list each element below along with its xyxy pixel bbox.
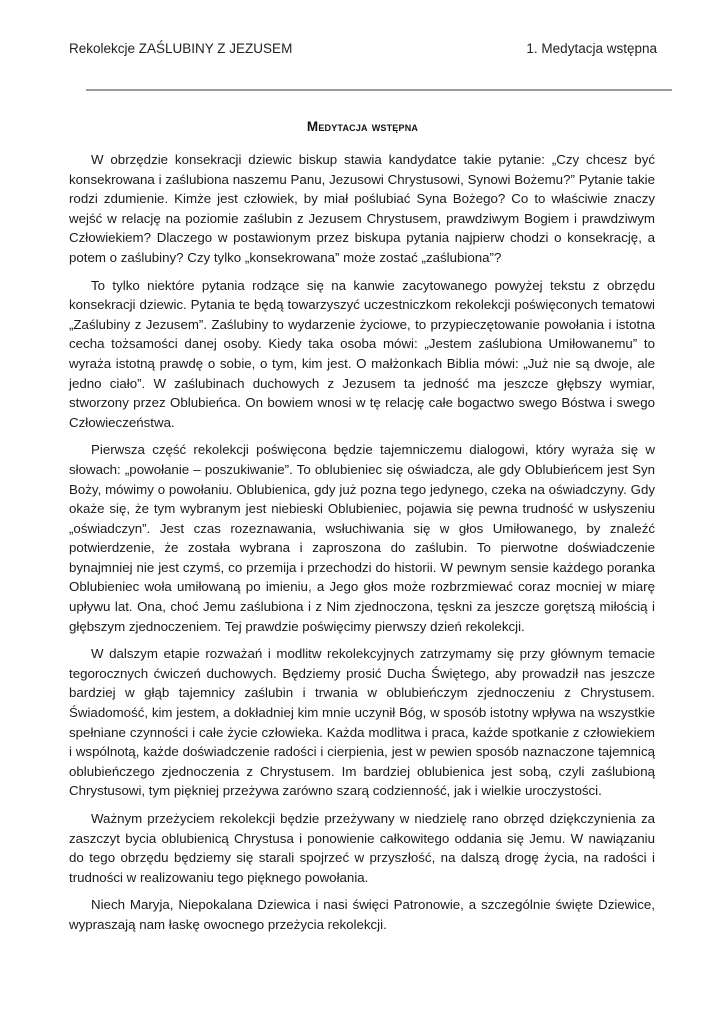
header-left-title: Rekolekcje ZAŚLUBINY Z JEZUSEM — [69, 41, 293, 56]
section-title: Medytacja wstępna — [306, 119, 419, 134]
paragraph-4: W dalszym etapie rozważań i modlitw rekolekcyjnych zatrzymamy się przy głównym temacie tegorocznych ćwiczeń duchowych. Będziemy prosić Ducha Świętego, aby prowadził nas jeszcze bardziej w głąb tajemnicy zaślubin i trwania w oblubieńczym zjednoczeniu z Chrystusem. Świadomość, kim jestem, a dokładniej kim mnie uczynił Bóg, w sposób istotny wpływa na wszystkie spełniane czynności i całe życie człowieka. Każda modlitwa i praca, każde spotkanie z człowiekiem i wspólnotą, każde doświadczenie radości i cierpienia, jest w pewien sposób naznaczone tajemnicą oblubieńczego zjednoczenia z Chrystusem. Im bardziej oblubienica jest sobą, czyli zaślubioną Chrystusowi, tym piękniej przeżywa zarówno szarą codzienność, jak i wielkie uroczystości. — [69, 646, 655, 799]
page-header — [69, 41, 657, 63]
header-divider — [86, 89, 672, 91]
header-right-section: 1. Medytacja wstępna — [526, 41, 657, 56]
paragraph-3: Pierwsza część rekolekcji poświęcona będzie tajemniczemu dialogowi, który wyraża się w słowach: „powołanie – poszukiwanie”. To oblubieniec się oświadcza, ale gdy Oblubieńcem jest Syn Boży, mówimy o powołaniu. Oblubienica, gdy już pozna tego jedynego, czeka na oświadczyny. Gdy okaże się, że tym wybranym jest niebieski Oblubieniec, pojawia się pewna trudność w usłyszeniu „oświadczyn”. Jest czas rozeznawania, wsłuchiwania się w głos Umiłowanego, by znaleźć potwierdzenie, że została wybrana i zaproszona do zaślubin. To pierwotne doświadczenie bynajmniej nie jest czymś, co przemija i przechodzi do historii. W pewnym sensie każdego poranka Oblubieniec woła umiłowaną po imieniu, a Jego głos może rozbrzmiewać coraz mocniej w miarę upływu lat. Ona, choć Jemu zaślubiona i z Nim zjednoczona, tęskni za jeszcze gorętszą miłością i głębszym zjednoczeniem. Tej prawdzie poświęcimy pierwszy dzień rekolekcji. — [69, 442, 655, 634]
paragraph-5: Ważnym przeżyciem rekolekcji będzie przeżywany w niedzielę rano obrzęd dziękczynienia za zaszczyt bycia oblubienicą Chrystusa i ponowienie całkowitego oddania się Jemu. W nawiązaniu do tego obrzędu będziemy się starali spojrzeć w przyszłość, na dalszą drogę życia, na radości i trudności w realizowaniu tego pięknego powołania. — [69, 811, 655, 885]
paragraph-2: To tylko niektóre pytania rodzące się na kanwie zacytowanego powyżej tekstu z obrzędu konsekracji dziewic. Pytania te będą towarzyszyć uczestniczkom rekolekcji poświęconych tematowi „Zaślubiny z Jezusem”. Zaślubiny to wydarzenie życiowe, to przypieczętowanie powołania i istotna cecha tożsamości danej osoby. Kiedy taka osoba mówi: „Jestem zaślubiona Umiłowanemu” to wyraża istotną prawdę o sobie, o tym, kim jest. O małżonkach Biblia mówi: „Już nie są dwoje, ale jedno ciało”. W zaślubinach duchowych z Jezusem ta jedność ma jeszcze głębszy wymiar, stworzony przez Oblubieńca. On bowiem wnosi w tę relację całe bogactwo swego Bóstwa i swego Człowieczeństwa. — [69, 277, 655, 430]
paragraph-6: Niech Maryja, Niepokalana Dziewica i nasi święci Patronowie, a szczególnie święte Dziewice, wypraszają nam łaskę owocnego przeżycia rekolekcji. — [69, 897, 655, 932]
paragraph-1: W obrzędzie konsekracji dziewic biskup stawia kandydatce takie pytanie: „Czy chcesz być konsekrowana i zaślubiona naszemu Panu, Jezusowi Chrystusowi, Synowi Bożemu?” Pytanie takie rodzi zdumienie. Kimże jest człowiek, by miał poślubiać Syna Bożego? Co to właściwie znaczy wejść w relację na poziomie zaślubin z Jezusem Chrystusem, prawdziwym Bogiem i prawdziwym Człowiekiem? Dlaczego w postawionym przez biskupa pytania najpierw chodzi o konsekrację, a potem o zaślubiny? Czy tylko „konsekrowana” może zostać „zaślubiona”? — [69, 152, 655, 265]
body-text — [69, 150, 655, 943]
